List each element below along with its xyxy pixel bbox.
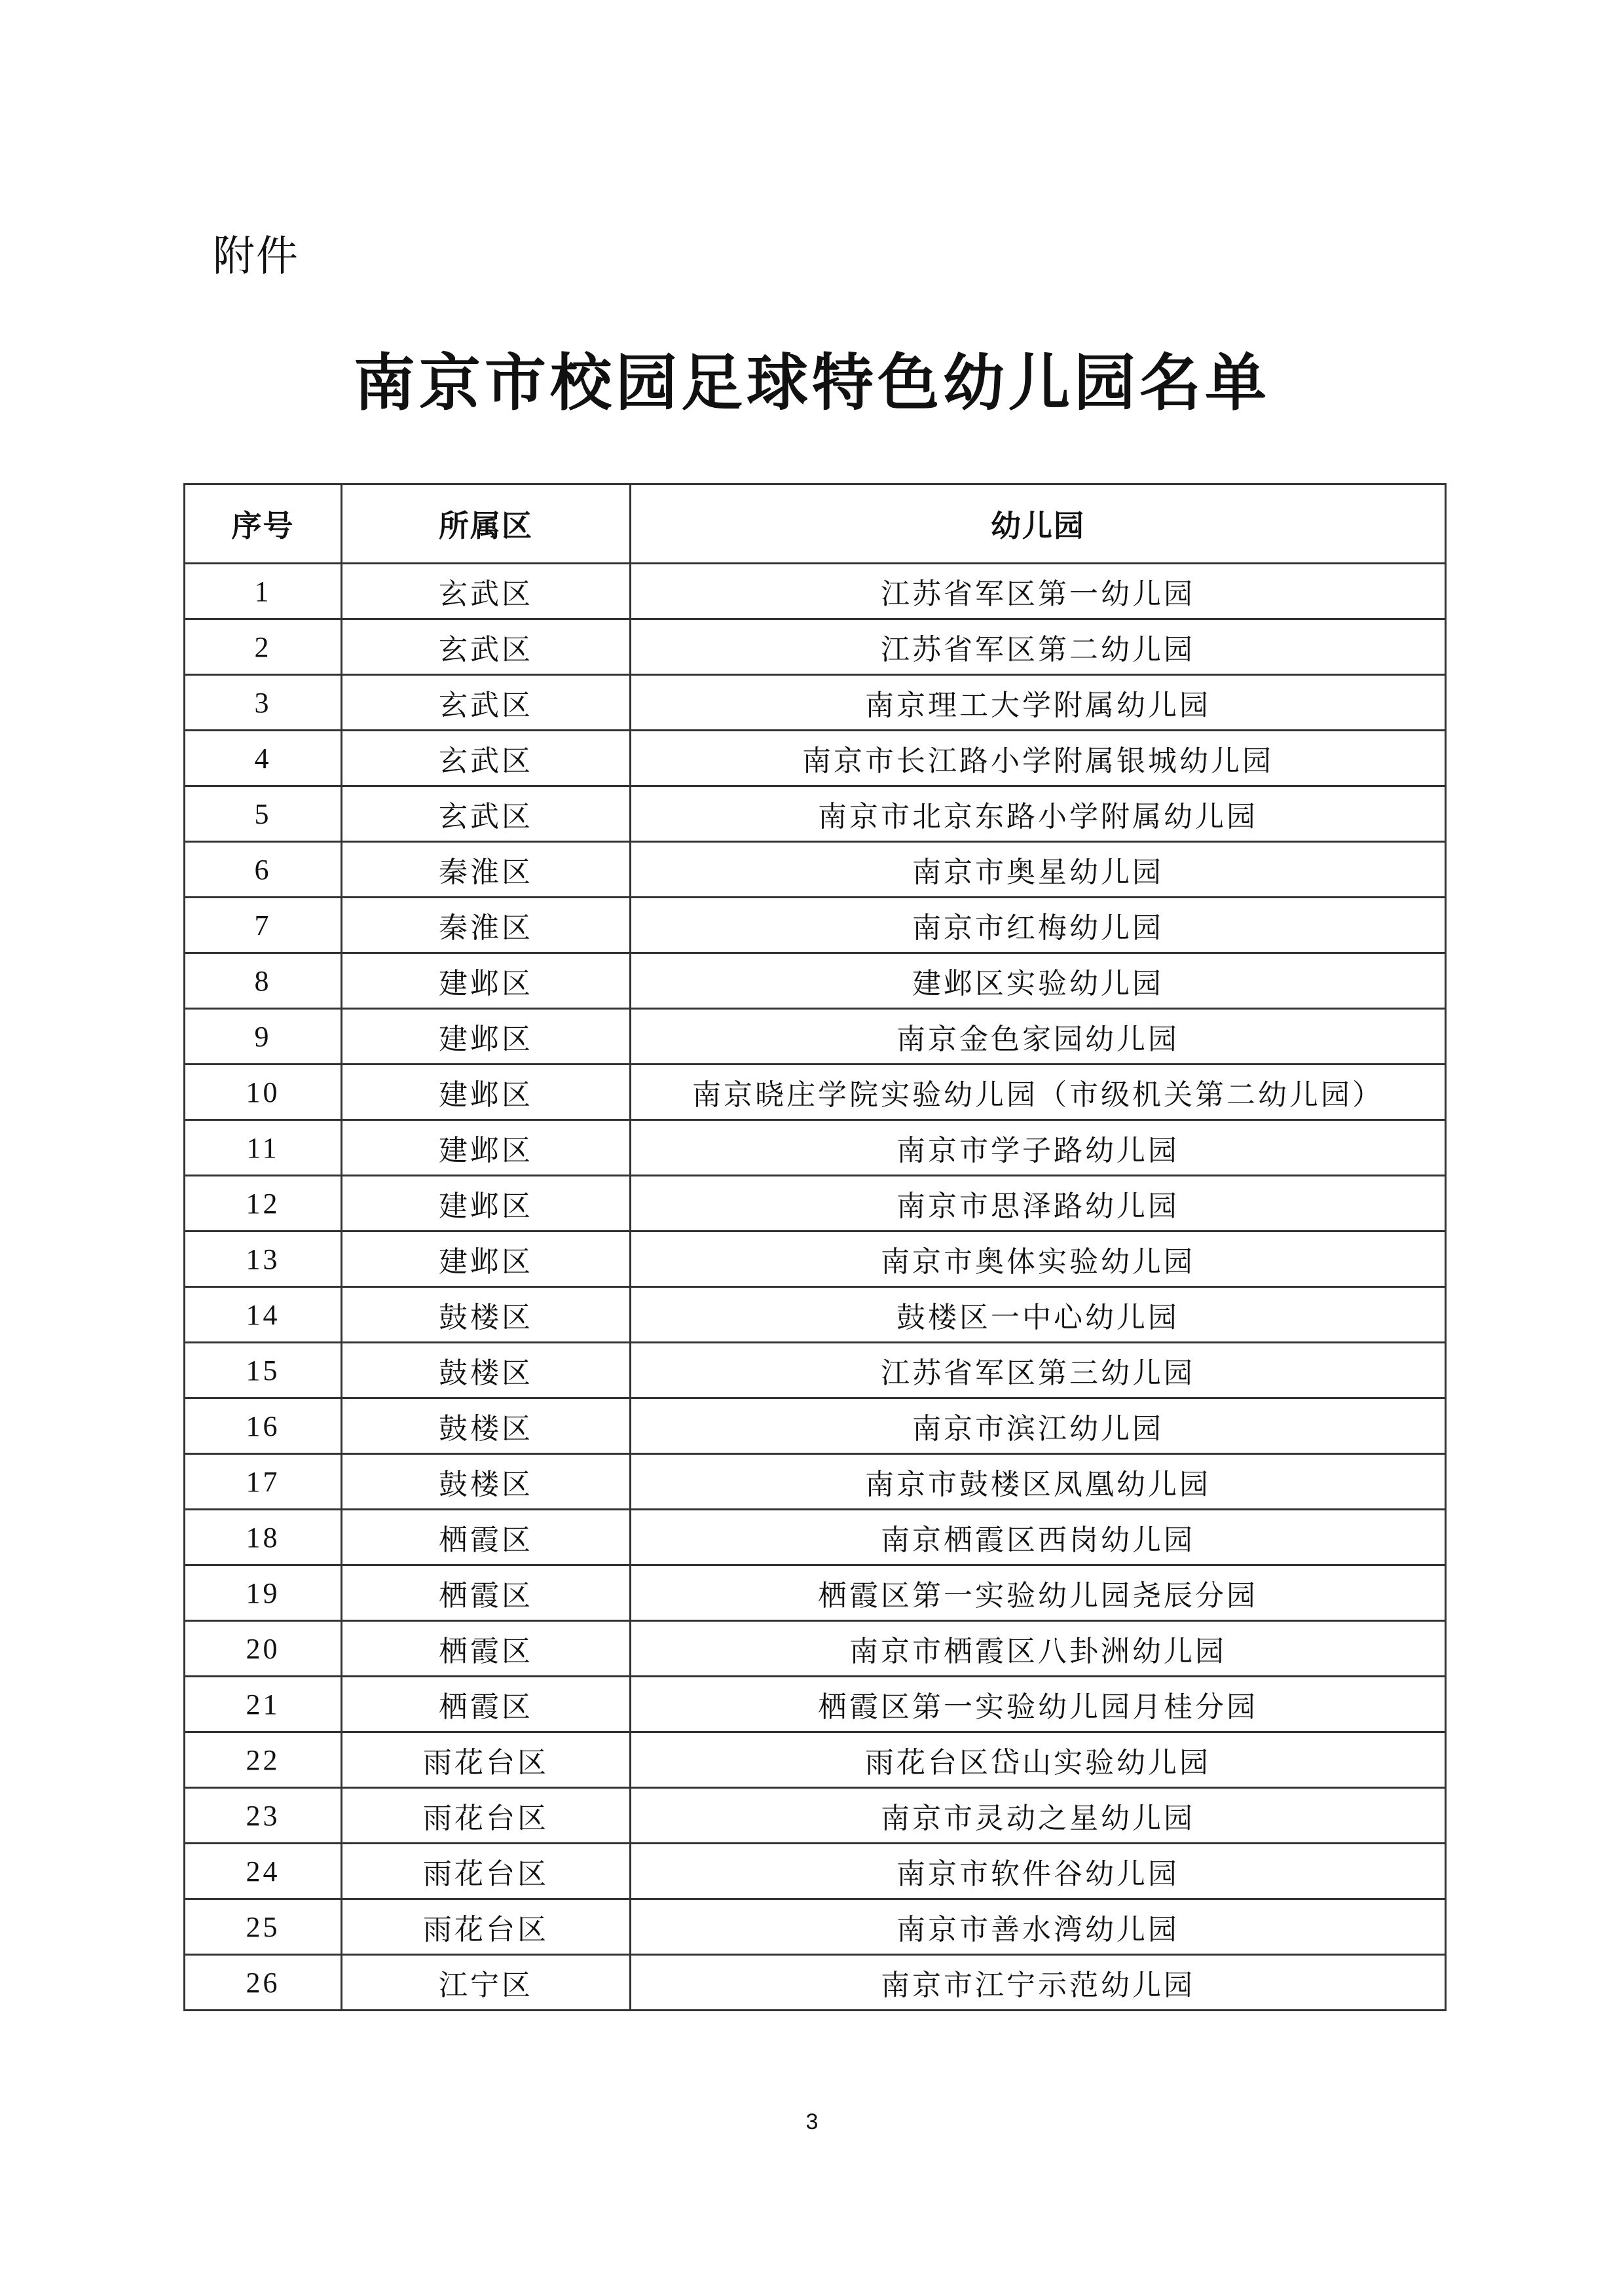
cell-kindergarten: 南京市奥星幼儿园 [631, 842, 1446, 898]
cell-kindergarten: 南京市善水湾幼儿园 [631, 1899, 1446, 1955]
cell-district: 鼓楼区 [342, 1454, 631, 1510]
cell-serial-number: 7 [185, 898, 342, 953]
table-row [185, 675, 1446, 731]
cell-district: 江宁区 [342, 1955, 631, 2011]
cell-serial-number: 15 [185, 1343, 342, 1398]
table-row [185, 1287, 1446, 1343]
table-row [185, 1955, 1446, 2011]
table-row [185, 1510, 1446, 1565]
cell-kindergarten: 南京市红梅幼儿园 [631, 898, 1446, 953]
cell-serial-number: 26 [185, 1955, 342, 2011]
cell-serial-number: 19 [185, 1565, 342, 1621]
cell-serial-number: 21 [185, 1677, 342, 1732]
table-row [185, 953, 1446, 1009]
cell-serial-number: 4 [185, 731, 342, 786]
cell-kindergarten: 栖霞区第一实验幼儿园尧辰分园 [631, 1565, 1446, 1621]
cell-serial-number: 13 [185, 1231, 342, 1287]
cell-serial-number: 23 [185, 1788, 342, 1844]
cell-serial-number: 14 [185, 1287, 342, 1343]
table-row [185, 1565, 1446, 1621]
cell-district: 建邺区 [342, 1176, 631, 1231]
cell-kindergarten: 南京市学子路幼儿园 [631, 1120, 1446, 1176]
table-row [185, 898, 1446, 953]
cell-serial-number: 20 [185, 1621, 342, 1677]
cell-district: 玄武区 [342, 619, 631, 675]
cell-serial-number: 22 [185, 1732, 342, 1788]
cell-kindergarten: 南京市软件谷幼儿园 [631, 1844, 1446, 1899]
table-row [185, 564, 1446, 619]
attachment-label: 附件 [213, 232, 299, 281]
table-header-row [185, 484, 1446, 564]
cell-district: 建邺区 [342, 1065, 631, 1120]
cell-kindergarten: 南京市江宁示范幼儿园 [631, 1955, 1446, 2011]
cell-serial-number: 8 [185, 953, 342, 1009]
table-row [185, 1788, 1446, 1844]
cell-serial-number: 17 [185, 1454, 342, 1510]
cell-serial-number: 3 [185, 675, 342, 731]
page-title: 南京市校园足球特色幼儿园名单 [353, 347, 1270, 419]
cell-kindergarten: 南京栖霞区西岗幼儿园 [631, 1510, 1446, 1565]
cell-kindergarten: 建邺区实验幼儿园 [631, 953, 1446, 1009]
cell-kindergarten: 南京市灵动之星幼儿园 [631, 1788, 1446, 1844]
cell-district: 鼓楼区 [342, 1287, 631, 1343]
cell-kindergarten: 江苏省军区第二幼儿园 [631, 619, 1446, 675]
table-row [185, 1176, 1446, 1231]
table-row [185, 1120, 1446, 1176]
cell-district: 玄武区 [342, 731, 631, 786]
cell-serial-number: 10 [185, 1065, 342, 1120]
kindergarten-table [183, 483, 1447, 2011]
cell-district: 鼓楼区 [342, 1343, 631, 1398]
header-district: 所属区 [342, 484, 631, 564]
table-row [185, 1899, 1446, 1955]
table-row [185, 1677, 1446, 1732]
cell-serial-number: 1 [185, 564, 342, 619]
cell-kindergarten: 南京市栖霞区八卦洲幼儿园 [631, 1621, 1446, 1677]
cell-district: 雨花台区 [342, 1899, 631, 1955]
cell-kindergarten: 南京金色家园幼儿园 [631, 1009, 1446, 1065]
cell-kindergarten: 南京市北京东路小学附属幼儿园 [631, 786, 1446, 842]
table-row [185, 1009, 1446, 1065]
cell-kindergarten: 南京市奥体实验幼儿园 [631, 1231, 1446, 1287]
table-body [185, 564, 1446, 2011]
cell-district: 玄武区 [342, 564, 631, 619]
cell-district: 雨花台区 [342, 1788, 631, 1844]
cell-district: 建邺区 [342, 1231, 631, 1287]
header-kindergarten: 幼儿园 [631, 484, 1446, 564]
cell-district: 栖霞区 [342, 1677, 631, 1732]
table-row [185, 731, 1446, 786]
table-row [185, 786, 1446, 842]
cell-kindergarten: 江苏省军区第一幼儿园 [631, 564, 1446, 619]
table-row [185, 1065, 1446, 1120]
table-row [185, 1454, 1446, 1510]
cell-district: 玄武区 [342, 675, 631, 731]
cell-district: 栖霞区 [342, 1621, 631, 1677]
table-row [185, 1398, 1446, 1454]
cell-serial-number: 12 [185, 1176, 342, 1231]
cell-serial-number: 25 [185, 1899, 342, 1955]
header-serial-number: 序号 [185, 484, 342, 564]
table-row [185, 1732, 1446, 1788]
table-row [185, 1844, 1446, 1899]
cell-kindergarten: 南京市滨江幼儿园 [631, 1398, 1446, 1454]
cell-serial-number: 9 [185, 1009, 342, 1065]
cell-district: 鼓楼区 [342, 1398, 631, 1454]
cell-kindergarten: 南京理工大学附属幼儿园 [631, 675, 1446, 731]
cell-serial-number: 18 [185, 1510, 342, 1565]
cell-district: 栖霞区 [342, 1565, 631, 1621]
cell-district: 建邺区 [342, 1120, 631, 1176]
cell-serial-number: 24 [185, 1844, 342, 1899]
table-row [185, 1621, 1446, 1677]
cell-kindergarten: 栖霞区第一实验幼儿园月桂分园 [631, 1677, 1446, 1732]
cell-district: 秦淮区 [342, 842, 631, 898]
cell-kindergarten: 南京市思泽路幼儿园 [631, 1176, 1446, 1231]
cell-kindergarten: 雨花台区岱山实验幼儿园 [631, 1732, 1446, 1788]
cell-district: 建邺区 [342, 1009, 631, 1065]
cell-kindergarten: 鼓楼区一中心幼儿园 [631, 1287, 1446, 1343]
page-number: 3 [805, 2109, 819, 2134]
cell-kindergarten: 南京市鼓楼区凤凰幼儿园 [631, 1454, 1446, 1510]
cell-district: 雨花台区 [342, 1844, 631, 1899]
cell-kindergarten: 南京市长江路小学附属银城幼儿园 [631, 731, 1446, 786]
cell-serial-number: 2 [185, 619, 342, 675]
cell-kindergarten: 江苏省军区第三幼儿园 [631, 1343, 1446, 1398]
cell-district: 雨花台区 [342, 1732, 631, 1788]
table-row [185, 1231, 1446, 1287]
cell-serial-number: 11 [185, 1120, 342, 1176]
cell-district: 玄武区 [342, 786, 631, 842]
cell-serial-number: 16 [185, 1398, 342, 1454]
table-row [185, 619, 1446, 675]
cell-kindergarten: 南京晓庄学院实验幼儿园（市级机关第二幼儿园） [631, 1065, 1446, 1120]
table-row [185, 842, 1446, 898]
cell-district: 建邺区 [342, 953, 631, 1009]
cell-serial-number: 5 [185, 786, 342, 842]
cell-district: 栖霞区 [342, 1510, 631, 1565]
cell-district: 秦淮区 [342, 898, 631, 953]
table-row [185, 1343, 1446, 1398]
cell-serial-number: 6 [185, 842, 342, 898]
